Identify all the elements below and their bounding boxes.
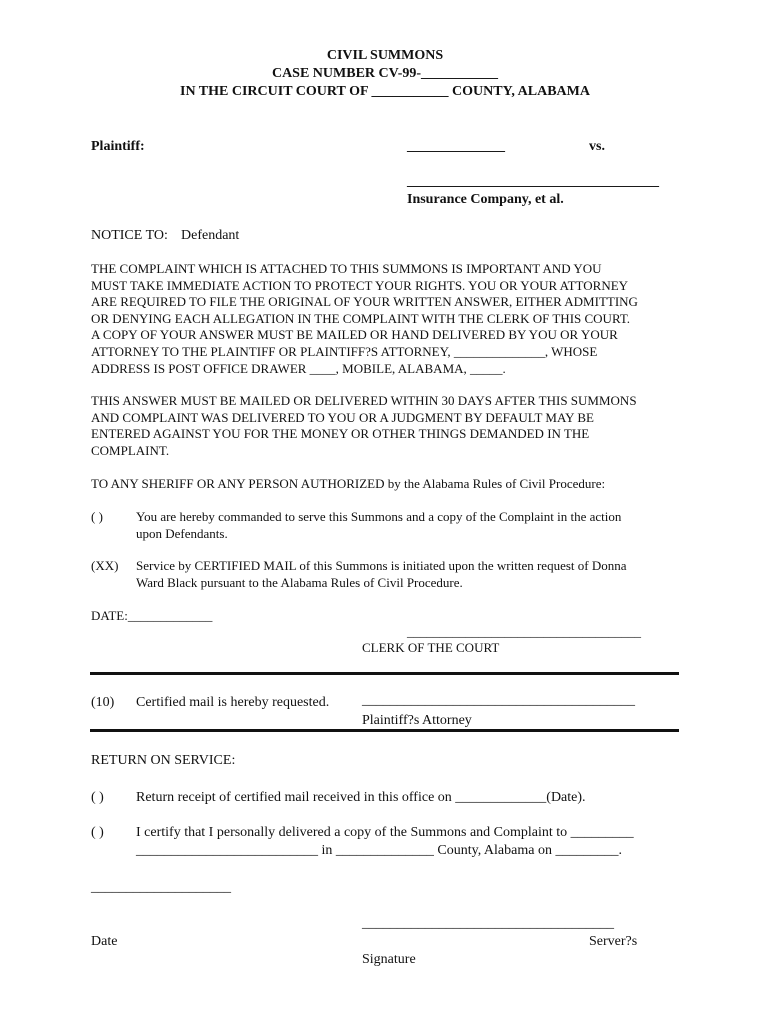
paragraph-line: ARE REQUIRED TO FILE THE ORIGINAL OF YOUR WRITTEN ANSWER, EITHER ADMITTING (91, 294, 638, 310)
paragraph-line: THIS ANSWER MUST BE MAILED OR DELIVERED WITHIN 30 DAYS AFTER THIS SUMMONS (91, 393, 637, 408)
sheriff-line: TO ANY SHERIFF OR ANY PERSON AUTHORIZED by the Alabama Rules of Civil Procedure: (91, 476, 606, 491)
notice-label: NOTICE TO: (91, 228, 168, 243)
date-field[interactable]: DATE:_____________ (91, 608, 213, 623)
server-signature-line[interactable]: ____________________________________ (362, 916, 614, 931)
personal-delivery-checkbox[interactable]: ( ) (91, 825, 104, 840)
signature-label: Signature (362, 952, 416, 967)
option-certified-checkbox[interactable]: (XX) (91, 558, 119, 573)
paragraph-line: OR DENYING EACH ALLEGATION IN THE COMPLAINT WITH THE CLERK OF THIS COURT. (91, 310, 631, 326)
clerk-label: CLERK OF THE COURT (362, 640, 500, 655)
personal-delivery-line2: __________________________ in ______________ County, Alabama on _________. (136, 843, 622, 858)
personal-delivery-line1: I certify that I personally delivered a copy of the Summons and Complaint to _________ (136, 825, 634, 840)
date-label: Date (91, 934, 118, 949)
option-certified-text (136, 558, 627, 591)
date-signature-line[interactable]: ____________________ (91, 880, 231, 895)
document-title: CIVIL SUMMONS (326, 48, 444, 63)
case-number: CASE NUMBER CV-99-___________ (271, 66, 499, 81)
paragraph-line: THE COMPLAINT WHICH IS ATTACHED TO THIS SUMMONS IS IMPORTANT AND YOU (91, 261, 602, 276)
paragraph-line: AND COMPLAINT WAS DELIVERED TO YOU OR A JUDGMENT BY DEFAULT MAY BE (91, 409, 594, 425)
defendant-blank: ____________________________________ (407, 174, 659, 189)
certified-text: Certified mail is hereby requested. (136, 695, 330, 710)
paragraph-line: MUST TAKE IMMEDIATE ACTION TO PROTECT YOUR RIGHTS. YOU OR YOUR ATTORNEY (91, 277, 629, 293)
plaintiff-label: Plaintiff: (91, 139, 145, 154)
paragraph-line: COMPLAINT. (91, 442, 170, 458)
paragraph-line: ATTORNEY TO THE PLAINTIFF OR PLAINTIFF?S ATTORNEY, ______________, WHOSE (91, 343, 598, 359)
paragraph-line: A COPY OF YOUR ANSWER MUST BE MAILED OR HAND DELIVERED BY YOU OR YOUR (91, 327, 618, 343)
return-receipt-checkbox[interactable]: ( ) (91, 790, 104, 805)
certified-mark: (10) (91, 695, 115, 710)
complaint-paragraph (91, 261, 638, 377)
attorney-signature-line[interactable]: _______________________________________ (362, 693, 635, 708)
option-serve-checkbox[interactable]: ( ) (91, 509, 103, 524)
paragraph-line: ENTERED AGAINST YOU FOR THE MONEY OR OTHER THINGS DEMANDED IN THE (91, 426, 590, 442)
option-line: Ward Black pursuant to the Alabama Rules of Civil Procedure. (136, 574, 463, 590)
answer-paragraph (91, 393, 637, 459)
versus-label: vs. (589, 139, 605, 154)
option-line: You are hereby commanded to serve this Summons and a copy of the Complaint in the action (136, 509, 622, 524)
plaintiff-blank: ______________ (407, 139, 505, 154)
servers-label: Server?s (589, 934, 638, 949)
section-divider (90, 729, 679, 732)
return-receipt-text: Return receipt of certified mail received in this office on _____________(Date). (136, 790, 586, 805)
court-line: IN THE CIRCUIT COURT OF ___________ COUNTY, ALABAMA (180, 84, 590, 99)
paragraph-line: ADDRESS IS POST OFFICE DRAWER ____, MOBILE, ALABAMA, _____. (91, 360, 506, 376)
option-serve-text (136, 509, 621, 542)
notice-to: Defendant (181, 228, 240, 243)
defendant-name: Insurance Company, et al. (407, 192, 564, 207)
option-line: Service by CERTIFIED MAIL of this Summons is initiated upon the written request of Donna (136, 558, 627, 573)
section-divider (90, 672, 679, 675)
option-line: upon Defendants. (136, 525, 228, 541)
clerk-signature-line[interactable]: ____________________________________ (407, 624, 641, 639)
return-title: RETURN ON SERVICE: (91, 753, 236, 768)
attorney-label: Plaintiff?s Attorney (362, 713, 472, 728)
